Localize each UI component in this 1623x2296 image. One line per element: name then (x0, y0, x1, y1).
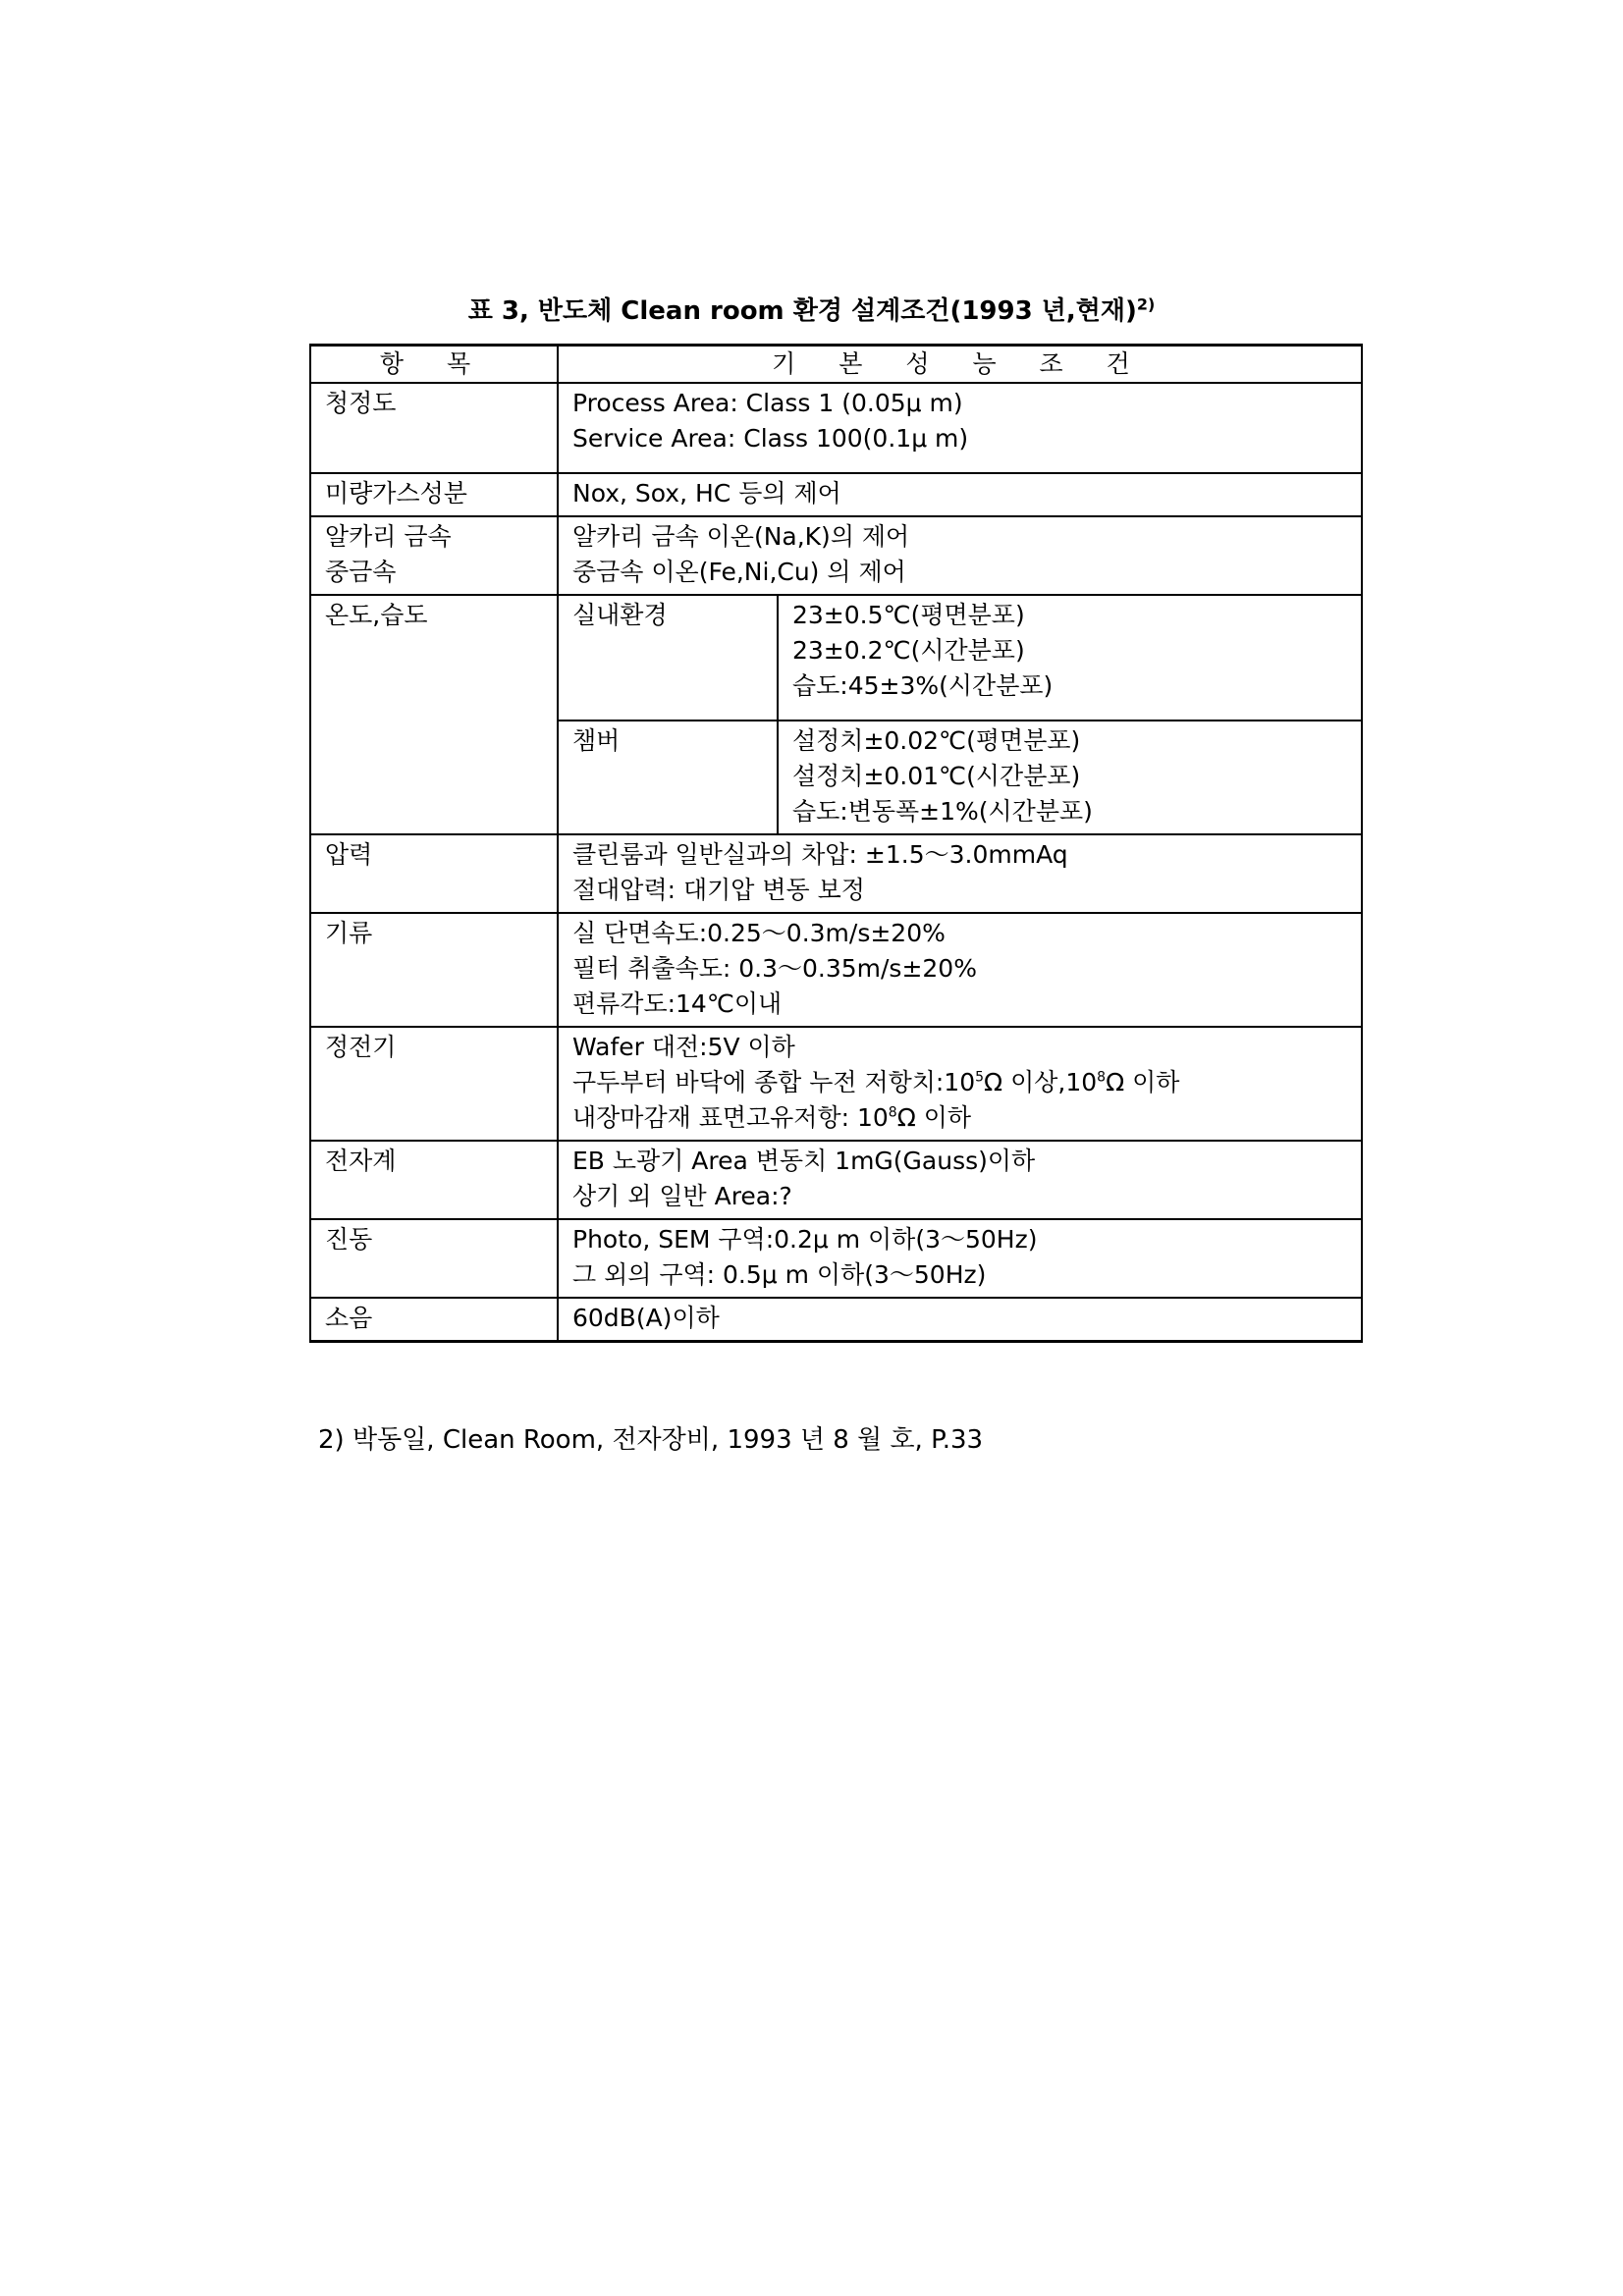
table-row (310, 834, 1362, 913)
row-content (558, 383, 1362, 473)
content-line: 필터 취출속도: 0.3～0.35m/s±20% (572, 954, 977, 983)
content-line: 편류각도:14℃이내 (572, 989, 783, 1018)
caption-text: 표 3, 반도체 Clean room 환경 설계조건(1993 년,현재) (467, 296, 1137, 326)
row-label: 청정도 (310, 383, 558, 473)
table-row (310, 473, 1362, 516)
row-content (558, 834, 1362, 913)
content-line: 23±0.5℃(평면분포) (792, 601, 1025, 629)
content-line: Service Area: Class 100(0.1μ m) (572, 424, 969, 453)
row-label: 진동 (310, 1219, 558, 1298)
content-line: 설정치±0.02℃(평면분포) (792, 726, 1081, 755)
row-content (778, 721, 1362, 834)
row-label-line: 알카리 금속 (325, 522, 452, 551)
row-content (558, 1141, 1362, 1219)
row-content (558, 516, 1362, 595)
clean-room-spec-table (309, 344, 1363, 1343)
row-label: 기류 (310, 913, 558, 1027)
row-content (558, 1219, 1362, 1298)
row-label: 소음 (310, 1298, 558, 1342)
table-row (310, 913, 1362, 1027)
table-row (310, 1219, 1362, 1298)
table-header-row (310, 346, 1362, 384)
content-line: 중금속 이온(Fe,Ni,Cu) 의 제어 (572, 558, 906, 586)
content-line: 23±0.2℃(시간분포) (792, 636, 1025, 665)
row-label (310, 516, 558, 595)
row-label-line: 중금속 (325, 558, 397, 586)
content-line: 상기 외 일반 Area:? (572, 1182, 792, 1210)
row-label: 온도,습도 (310, 595, 558, 834)
content-line: 구두부터 바닥에 종합 누전 저항치$:10^5\Omega$ 이상$,10^8\Omega$ 이하 (572, 1068, 1180, 1096)
row-label: 미량가스성분 (310, 473, 558, 516)
table-row (310, 595, 1362, 721)
content-line: 습도:변동폭±1%(시간분포) (792, 797, 1093, 826)
table-row (310, 1298, 1362, 1342)
content-line: 60dB(A)이하 (572, 1304, 720, 1332)
content-line: EB 노광기 Area 변동치 1mG(Gauss)이하 (572, 1147, 1036, 1175)
row-label: 압력 (310, 834, 558, 913)
content-line: 클린룸과 일반실과의 차압: ±1.5～3.0mmAq (572, 840, 1068, 869)
content-line: Wafer 대전:5V 이하 (572, 1033, 795, 1061)
content-line: 습도:45±3%(시간분포) (792, 671, 1054, 700)
sub-label: 챔버 (558, 721, 778, 834)
row-content (558, 1027, 1362, 1141)
footnote: 2) 박동일, Clean Room, 전자장비, 1993 년 8 월 호, P.33 (318, 1425, 984, 1455)
header-condition: 기 본 성 능 조 건 (558, 346, 1362, 384)
content-line: 설정치±0.01℃(시간분포) (792, 762, 1081, 790)
table-row (310, 1141, 1362, 1219)
row-content (558, 913, 1362, 1027)
header-item: 항 목 (310, 346, 558, 384)
content-line: Nox, Sox, HC 등의 제어 (572, 479, 841, 507)
table-caption (0, 291, 1623, 327)
row-content (558, 1298, 1362, 1342)
content-line: 절대압력: 대기압 변동 보정 (572, 876, 865, 904)
row-label: 정전기 (310, 1027, 558, 1141)
content-line: Process Area: Class 1 (0.05μ m) (572, 389, 963, 417)
content-line: 실 단면속도:0.25～0.3m/s±20% (572, 919, 946, 947)
row-label: 전자계 (310, 1141, 558, 1219)
content-line: 그 외의 구역: 0.5μ m 이하(3～50Hz) (572, 1260, 987, 1289)
caption-footnote-ref: 2) (1136, 294, 1156, 314)
sub-label: 실내환경 (558, 595, 778, 721)
content-line: Photo, SEM 구역:0.2μ m 이하(3～50Hz) (572, 1225, 1038, 1254)
content-line: 내장마감재 표면고유저항: $10^8\Omega$ 이하 (572, 1103, 972, 1132)
content-line: 알카리 금속 이온(Na,K)의 제어 (572, 522, 910, 551)
table-row (310, 1027, 1362, 1141)
table-row (310, 516, 1362, 595)
row-content (778, 595, 1362, 721)
row-content (558, 473, 1362, 516)
table-row (310, 383, 1362, 473)
